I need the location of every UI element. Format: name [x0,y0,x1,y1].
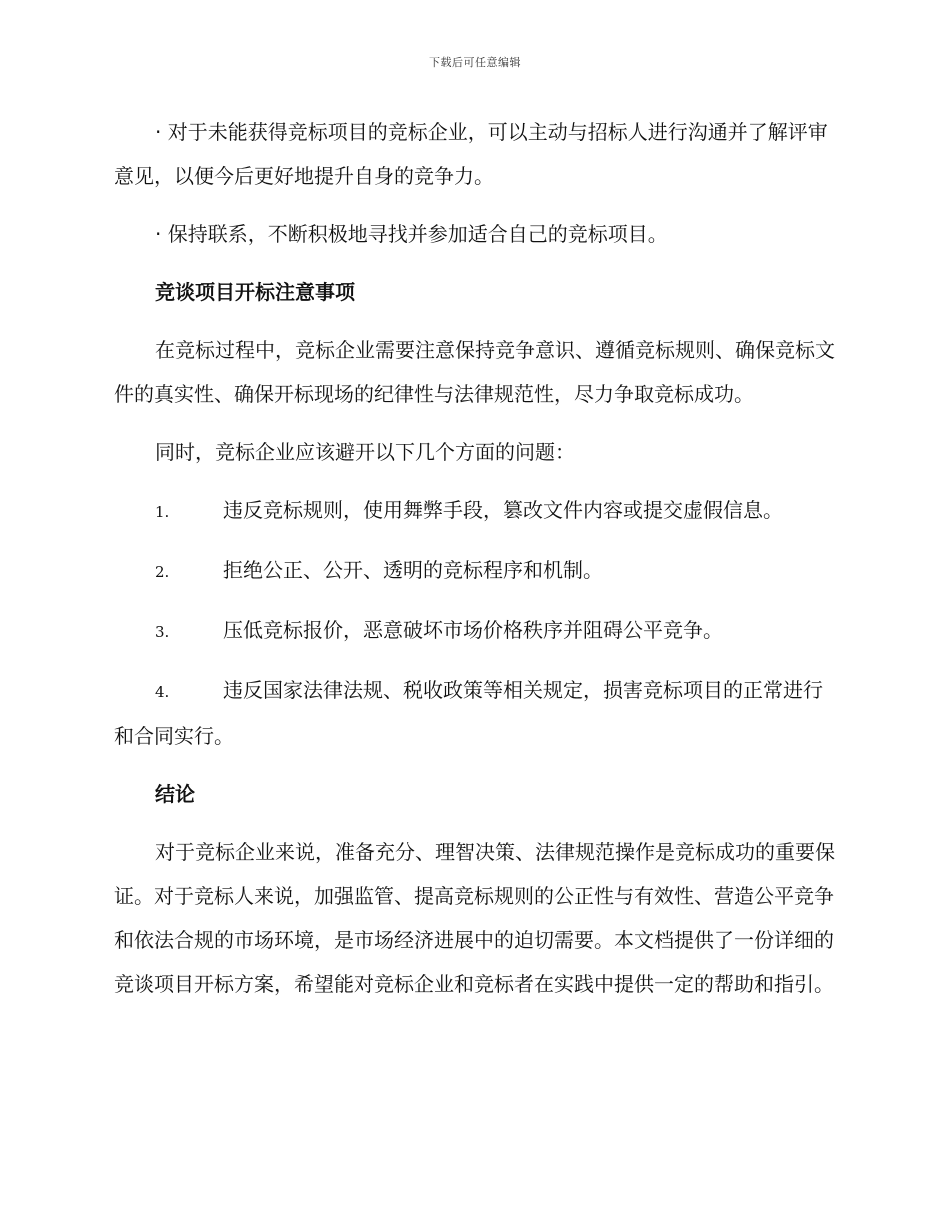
body-paragraph: 同时，竞标企业应该避开以下几个方面的问题： [155,440,575,464]
numbered-list-item [114,548,836,594]
document-body [114,110,836,1020]
section-heading: 结论 [155,782,195,806]
bullet-paragraph: · 保持联系，不断积极地寻找并参加适合自己的竞标项目。 [155,222,668,246]
list-item-text: 违反竞标规则，使用舞弊手段，篡改文件内容或提交虚假信息。 [223,498,783,522]
list-number: 1. [155,503,170,521]
body-paragraph: 在竞标过程中，竞标企业需要注意保持竞争意识、遵循竞标规则、确保竞标文件的真实性、确保开标现场的纪律性与法律规范性，尽力争取竞标成功。 [114,338,835,406]
list-item-text: 压低竞标报价，恶意破坏市场价格秩序并阻碍公平竞争。 [223,618,723,642]
page-header: 下载后可任意编辑 [429,56,521,69]
numbered-list-item [114,668,836,758]
section-heading: 竞谈项目开标注意事项 [155,280,355,304]
bullet-paragraph: · 对于未能获得竞标项目的竞标企业，可以主动与招标人进行沟通并了解评审意见，以便今后更好地提升自身的竞争力。 [114,120,828,188]
body-paragraph: 对于竞标企业来说，准备充分、理智决策、法律规范操作是竞标成功的重要保证。对于竞标人来说，加强监管、提高竞标规则的公正性与有效性、营造公平竞争和依法合规的市场环境，是市场经济进展中的迫切需要。本文档提供了一份详细的竞谈项目开标方案，希望能对竞标企业和竞标者在实践中提供一定的帮助和指引。 [114,840,835,996]
list-number: 4. [155,683,170,701]
list-number: 3. [155,623,170,641]
numbered-list-item [114,608,836,654]
list-item-text: 拒绝公正、公开、透明的竞标程序和机制。 [223,558,603,582]
list-item-text: 违反国家法律法规、税收政策等相关规定，损害竞标项目的正常进行和合同实行。 [114,678,823,748]
numbered-list-item [114,488,836,534]
list-number: 2. [155,563,170,581]
